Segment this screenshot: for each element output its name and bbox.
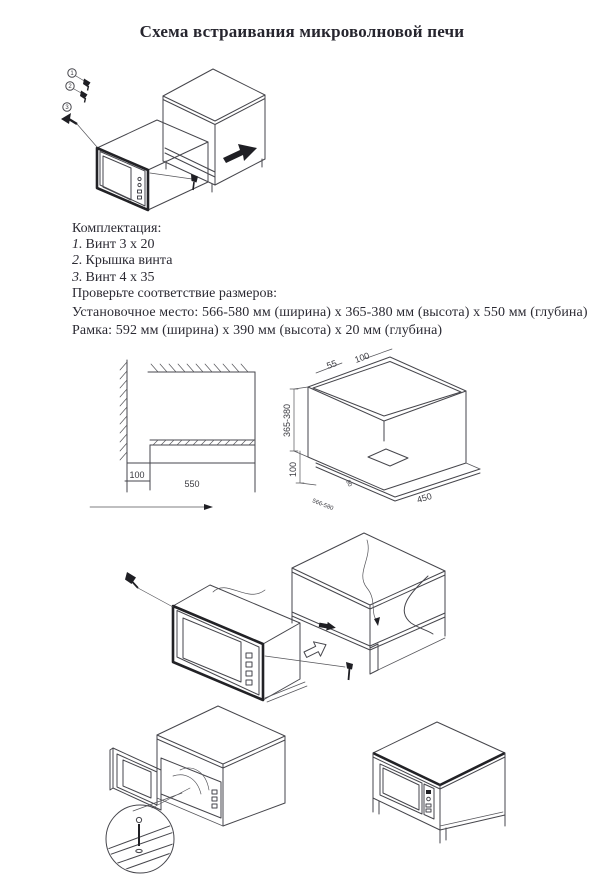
cabinet-wireframe	[373, 722, 505, 843]
microwave-with-frame	[173, 585, 307, 702]
kit-item-2-num: 2.	[72, 253, 83, 269]
svg-text:100: 100	[129, 470, 145, 480]
direction-arrow-icon	[302, 637, 330, 661]
depth-dimension: 550	[184, 479, 200, 489]
kit-item-2	[72, 253, 277, 269]
insertion-diagram	[115, 528, 460, 703]
side-section-drawing	[85, 350, 285, 515]
microwave-sketch	[97, 120, 208, 210]
bottom-arrow-line	[90, 504, 213, 510]
shelf-hatched-band	[150, 440, 255, 445]
open-door	[110, 748, 161, 810]
niche-dimensions-drawing	[280, 345, 505, 520]
svg-text:100: 100	[288, 461, 298, 477]
microwave-front	[380, 764, 434, 819]
screw-icon-bottom	[265, 656, 353, 680]
cabinet-wireframe	[163, 69, 265, 192]
svg-text:365-380: 365-380	[282, 403, 292, 437]
niche-box	[308, 357, 480, 501]
svg-text:55: 55	[325, 358, 339, 371]
ceiling-hatching	[148, 364, 255, 372]
svg-text:100: 100	[353, 350, 371, 365]
kit-list	[72, 221, 277, 302]
kit-item-3	[72, 270, 277, 286]
svg-text:80: 80	[344, 479, 353, 488]
control-panel	[424, 784, 434, 819]
svg-text:2: 2	[68, 84, 72, 91]
control-panel	[138, 177, 142, 199]
callout-screw-3	[61, 103, 97, 147]
kit-item-1-label: Винт 3 х 20	[85, 237, 155, 253]
niche-dimensions-text: Установочное место: 566-580 мм (ширина) x 365-380 мм (высота) x 550 мм (глубина)	[72, 305, 588, 320]
installed-view-diagram	[360, 700, 550, 850]
kit-item-1-num: 1.	[72, 237, 83, 253]
detail-magnifier-circle	[103, 805, 177, 873]
assembly-overview-diagram	[55, 63, 300, 218]
dimension-specs	[72, 304, 588, 340]
page-title: Схема встраивания микроволновой печи	[139, 22, 465, 41]
kit-item-2-label: Крышка винта	[85, 253, 173, 269]
door-open-fastening-diagram	[75, 698, 320, 877]
screw-icon	[150, 173, 198, 190]
dimension-lines	[282, 349, 433, 512]
kit-item-3-num: 3.	[72, 269, 83, 285]
wall-hatching	[120, 360, 127, 492]
screw-icon-top	[125, 572, 173, 607]
control-panel	[246, 653, 252, 685]
svg-text:450: 450	[415, 490, 433, 505]
insert-arrow-icon	[223, 144, 257, 163]
microwave-front	[161, 758, 221, 818]
svg-text:566-580: 566-580	[311, 498, 334, 513]
check-dimensions-note: Проверьте соответствие размеров:	[72, 285, 277, 301]
kit-item-3-label: Винт 4 х 35	[85, 269, 155, 285]
svg-text:3: 3	[65, 105, 69, 112]
kit-heading: Комплектация:	[72, 221, 162, 236]
kit-item-1	[72, 237, 277, 253]
gap-dimension	[125, 470, 150, 481]
callout-screw-2	[66, 82, 88, 103]
frame-dimensions-text: Рамка: 592 мм (ширина) x 390 мм (высота) x 20 мм (глубина)	[72, 323, 443, 338]
svg-text:1: 1	[70, 71, 74, 78]
